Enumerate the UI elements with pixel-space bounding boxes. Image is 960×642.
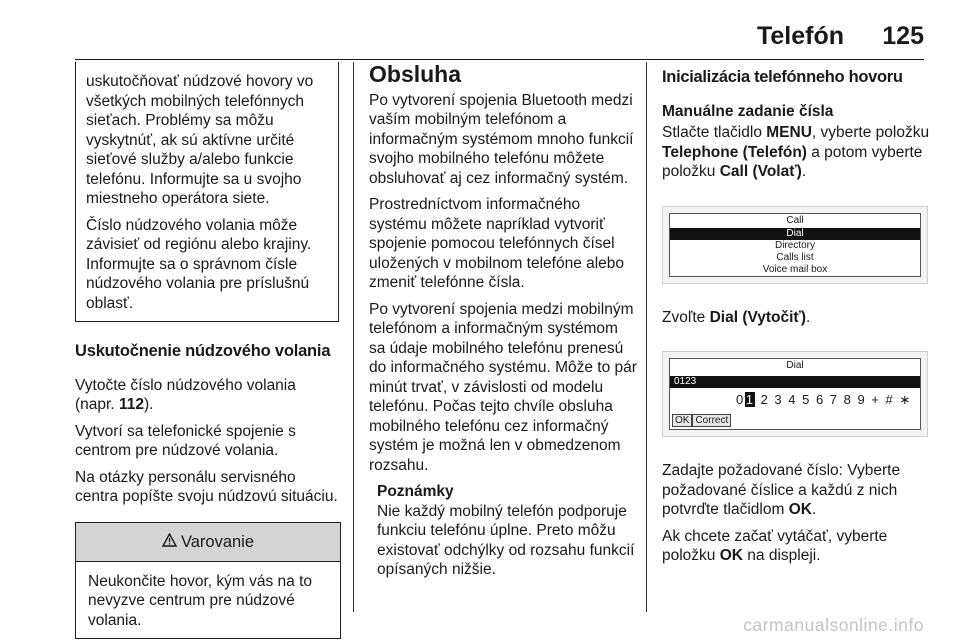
manual-entry-heading: Manuálne zadanie čísla xyxy=(662,102,834,120)
correct-button[interactable]: Correct xyxy=(692,414,731,427)
init-paragraph-1: Stlačte tlačidlo MENU, vyberte položku Telephone (Telefón) a potom vyberte položku Call (Volať). xyxy=(662,124,930,180)
operation-paragraph-2: Prostredníctvom informačného systému môžete napríklad vytvoriť spojenie pomocou telefónnych čísel uložených v mobilnom telefóne alebo zmeniť telefónne čísla. xyxy=(369,196,625,291)
menu-item-voice-mail[interactable]: Voice mail box xyxy=(762,263,828,275)
watermark: carmanualsonline.info xyxy=(743,615,924,635)
ok-button[interactable]: OK xyxy=(672,414,692,427)
header-rule xyxy=(75,59,924,60)
menu-item-directory[interactable]: Directory xyxy=(774,239,815,251)
dial-screen xyxy=(662,351,928,437)
column-divider-right xyxy=(646,62,647,612)
operation-paragraph-1: Po vytvorení spojenia Bluetooth medzi vaším mobilným telefónom a informačným systémom mnoho funkcií svojho mobilného telefónu môžete obsluhovať aj cez informačný systém. xyxy=(369,91,634,187)
operation-paragraph-3: Po vytvorení spojenia medzi mobilným telefónom a informačným systémom sa údaje mobilného telefónu prenesú do informačného systému. Môže to pár minút trvať, v závislosti od modelu telefónu. Počas tejto chvíle obsluha mobilného telefónu cez informačný systém je možná len v obmedzenom rozsahu. xyxy=(369,300,637,474)
emergency-paragraph-1: Vytočte číslo núdzového volania (napr. 112). xyxy=(75,376,296,413)
emergency-paragraph-2: Vytvorí sa telefonické spojenie s centrom pre núdzové volania. xyxy=(75,422,296,459)
warning-header xyxy=(76,523,340,562)
left-column xyxy=(75,62,339,639)
start-dial-paragraph: Ak chcete začať vytáčať, vyberte položku OK na displeji. xyxy=(662,527,888,564)
digit-selector[interactable]: 01 2 3 4 5 6 7 8 9 + # ∗ xyxy=(736,392,912,407)
emergency-number: 112 xyxy=(118,396,144,413)
select-dial-paragraph: Zvoľte Dial (Vytočiť). xyxy=(662,308,811,326)
note-block xyxy=(377,482,637,580)
selected-digit[interactable]: 1 xyxy=(745,392,755,407)
operation-heading: Obsluha xyxy=(369,61,462,87)
call-menu-screen xyxy=(662,206,928,284)
column-divider-left xyxy=(353,62,354,612)
emergency-paragraph-3: Na otázky personálu servisného centra popíšte svoju núdzovú situáciu. xyxy=(75,468,338,505)
emergency-call-heading: Uskutočnenie núdzového volania xyxy=(75,342,331,360)
warning-text: Neukončite hovor, kým vás na to nevyzve centrum pre núdzové volania. xyxy=(88,572,313,629)
middle-column xyxy=(369,62,637,580)
init-call-heading: Inicializácia telefónneho hovoru xyxy=(662,68,903,86)
menu-item-dial[interactable]: Dial xyxy=(670,228,920,240)
page-number: 125 xyxy=(882,22,924,50)
menu-item-calls-list[interactable]: Calls list xyxy=(776,251,814,263)
notice-paragraph-1: uskutočňovať núdzové hovory vo všetkých mobilných telefónnych sieťach. Problémy sa môžu vyskytnúť, ak sú aktívne určité sieťové služby a/alebo funkcie telefónu. Informujte sa u svojho miestneho operátora siete. xyxy=(86,73,314,207)
dial-screen-title: Dial xyxy=(786,360,804,371)
warning-title: Varovanie xyxy=(180,532,255,551)
call-menu-title: Call xyxy=(786,214,804,226)
notice-paragraph-2: Číslo núdzového volania môže závisieť od regiónu alebo krajiny. Informujte sa o správnom čísle núdzového volania pre príslušnú oblasť. xyxy=(86,216,312,312)
warning-box xyxy=(75,522,341,640)
enter-number-paragraph: Zadajte požadované číslo: Vyberte požadované číslice a každú z nich potvrďte tlačidlom OK. xyxy=(662,462,901,518)
warning-triangle-icon xyxy=(162,523,177,561)
note-text: Nie každý mobilný telefón podporuje funkciu telefónu úplne. Preto môžu existovať odchýlky od rozsahu funkcií opísaných nižšie. xyxy=(377,502,635,578)
note-title: Poznámky xyxy=(377,483,454,500)
dialed-number-field: 0123 xyxy=(670,376,920,388)
continued-notice-box xyxy=(75,62,339,322)
section-title: Telefón xyxy=(756,22,844,50)
right-column xyxy=(662,62,930,573)
